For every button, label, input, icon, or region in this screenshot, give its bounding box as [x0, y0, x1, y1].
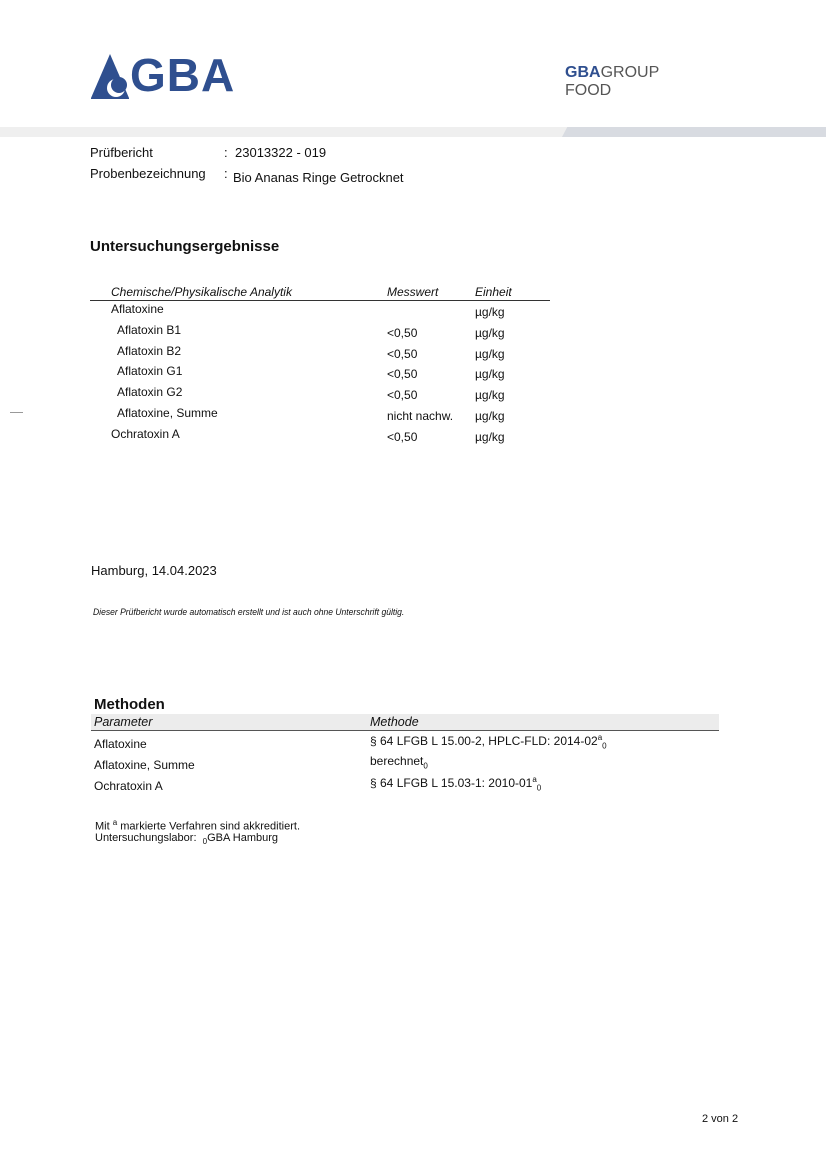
method-text: § 64 LFGB L 15.00-2, HPLC-FLD: $2014-02^a_0$	[370, 733, 607, 751]
col-value: Messwert	[387, 285, 439, 299]
gba-group-food-logo	[565, 64, 659, 100]
row-unit: µg/kg	[475, 429, 505, 444]
table-row	[90, 301, 550, 322]
methods-heading: Methoden	[94, 696, 165, 713]
logo-text: GBA	[130, 49, 236, 101]
table-row	[90, 363, 550, 384]
row-parameter: Aflatoxin G1	[117, 364, 183, 379]
table-row	[91, 752, 719, 773]
signature-disclaimer: Dieser Prüfbericht wurde automatisch erstellt und ist auch ohne Unterschrift gültig.	[93, 607, 405, 618]
sample-name: Bio Ananas Ringe Getrocknet	[233, 170, 404, 185]
row-unit: µg/kg	[475, 305, 505, 319]
gba-logo	[90, 49, 260, 101]
report-separator: :	[224, 145, 228, 160]
row-value: <0,50	[387, 367, 418, 382]
results-table	[90, 284, 550, 447]
row-parameter: Ochratoxin A	[111, 426, 180, 441]
page-number: 2 von 2	[702, 1113, 739, 1125]
lab-note: Untersuchungslabor: $_0$GBA Hamburg	[95, 832, 279, 847]
table-row	[91, 773, 719, 794]
table-row	[91, 731, 719, 752]
row-parameter: Aflatoxin G2	[117, 385, 183, 400]
table-row	[90, 405, 550, 426]
row-value: <0,50	[387, 325, 418, 340]
col-unit: Einheit	[475, 285, 512, 299]
table-row	[90, 426, 550, 447]
row-parameter: Aflatoxin B2	[117, 343, 182, 358]
row-value: nicht nachw.	[387, 408, 454, 423]
accreditation-note: Mit $^a$ markierte Verfahren sind akkreditiert.	[95, 818, 300, 833]
row-parameter: Aflatoxine, Summe	[117, 405, 218, 420]
group-division: FOOD	[565, 82, 612, 99]
row-unit: µg/kg	[475, 325, 505, 340]
lab-code: 0	[202, 837, 208, 847]
place-date: Hamburg, 14.04.2023	[91, 563, 217, 578]
row-unit: µg/kg	[475, 408, 505, 423]
margin-mark	[10, 412, 23, 413]
accredited-mark: a	[112, 818, 118, 827]
method-text: berechnet$_0$	[370, 754, 428, 771]
method-parameter: Ochratoxin A	[94, 779, 163, 793]
col-analysis: Chemische/Physikalische Analytik	[111, 285, 292, 299]
sample-separator: :	[224, 166, 228, 181]
row-unit: µg/kg	[475, 346, 505, 361]
accredited-mark: a	[532, 775, 537, 784]
row-parameter: Aflatoxin B1	[117, 322, 182, 337]
method-text: § 64 LFGB L 15.03-1: $2010-01^a_0$	[370, 775, 542, 793]
row-unit: µg/kg	[475, 367, 505, 382]
header-band-accent	[562, 127, 826, 137]
row-parameter: Aflatoxine	[111, 302, 164, 316]
group-word: GROUP	[600, 64, 660, 81]
row-value: <0,50	[387, 346, 418, 361]
table-row	[90, 343, 550, 364]
report-number: 23013322 - 019	[235, 145, 327, 160]
row-unit: µg/kg	[475, 388, 505, 403]
method-parameter: Aflatoxine	[94, 737, 147, 751]
accredited-mark: a	[597, 733, 603, 742]
results-heading: Untersuchungsergebnisse	[90, 238, 280, 255]
methods-table-header	[91, 714, 719, 731]
lab-code: 0	[602, 741, 607, 751]
col-parameter: Parameter	[94, 715, 153, 729]
table-row	[90, 384, 550, 405]
row-value: <0,50	[387, 388, 418, 403]
results-table-header	[90, 284, 550, 301]
sample-label: Probenbezeichnung	[90, 166, 206, 181]
row-value: <0,50	[387, 429, 418, 444]
lab-code: 0	[536, 783, 542, 793]
group-brand: GBA	[565, 64, 601, 81]
method-parameter: Aflatoxine, Summe	[94, 758, 195, 772]
report-label: Prüfbericht	[90, 145, 153, 160]
lab-code: 0	[423, 761, 428, 771]
table-row	[90, 322, 550, 343]
methods-table	[91, 714, 719, 794]
col-method: Methode	[370, 715, 419, 729]
gba-triangle-logo-icon	[90, 52, 130, 100]
